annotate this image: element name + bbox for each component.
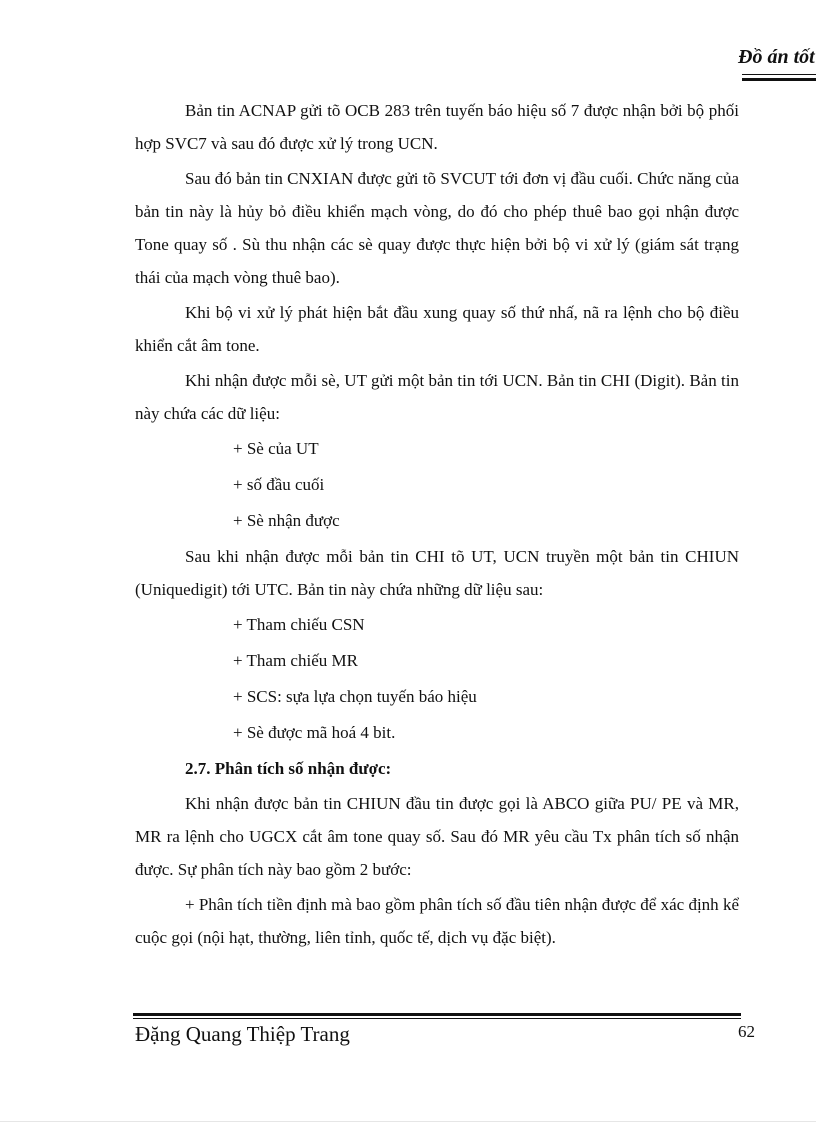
footer-author: Đặng Quang Thiệp Trang [135,1022,350,1046]
page-bottom-edge [0,1121,816,1122]
page-number: 62 [738,1022,755,1041]
paragraph: Sau đó bản tin CNXIAN được gửi tõ SVCUT tới đơn vị đầu cuối. Chức năng của bản tin này là hủy bỏ điều khiển mạch vòng, do đó cho phép thuê bao gọi nhận được Tone quay số . Sù thu nhận các sè quay được thực hiện bởi bộ vi xử lý (giám sát trạng thái của mạch vòng thuê bao). [135,169,739,287]
header-title: Đồ án tốt [738,46,815,68]
paragraph: Khi nhận được mỗi sè, UT gửi một bản tin tới UCN. Bản tin CHI (Digit). Bản tin này chứa các dữ liệu: [135,371,739,423]
footer-rule-thick [133,1013,741,1016]
list-item: + SCS: sựa lựa chọn tuyến báo hiệu [233,687,477,706]
list-item: + Sè nhận được [233,511,340,530]
list-item: + Sè được mã hoá 4 bit. [233,723,396,742]
paragraph: Sau khi nhận được mỗi bản tin CHI tõ UT, UCN truyền một bản tin CHIUN (Uniquedigit) tới UTC. Bản tin này chứa những dữ liệu sau: [135,547,739,599]
list-item: + Tham chiếu MR [233,651,358,670]
list-item: + Sè của UT [233,439,319,458]
footer-rule [133,1018,741,1019]
header-rule-thick [742,78,816,81]
section-heading: 2.7. Phân tích số nhận được: [185,759,392,778]
paragraph: Khi nhận được bản tin CHIUN đầu tin được gọi là ABCO giữa PU/ PE và MR, MR ra lệnh cho UGCX cắt âm tone quay số. Sau đó MR yêu cầu Tx phân tích số nhận được. Sự phân tích này bao gồm 2 bước: [135,794,739,879]
paragraph: + Phân tích tiền định mà bao gồm phân tích số đầu tiên nhận được để xác định kể cuộc gọi (nội hạt, thường, liên tỉnh, quốc tế, dịch vụ đặc biệt). [135,895,739,947]
list-item: + Tham chiếu CSN [233,615,365,634]
document-body [135,94,739,956]
header-rule [742,74,816,75]
paragraph: Bản tin ACNAP gửi tõ OCB 283 trên tuyến báo hiệu số 7 được nhận bởi bộ phối hợp SVC7 và sau đó được xử lý trong UCN. [135,101,739,153]
list-item: + số đầu cuối [233,475,325,494]
paragraph: Khi bộ vi xử lý phát hiện bắt đầu xung quay số thứ nhấ, nã ra lệnh cho bộ điều khiển cắt âm tone. [135,303,739,355]
